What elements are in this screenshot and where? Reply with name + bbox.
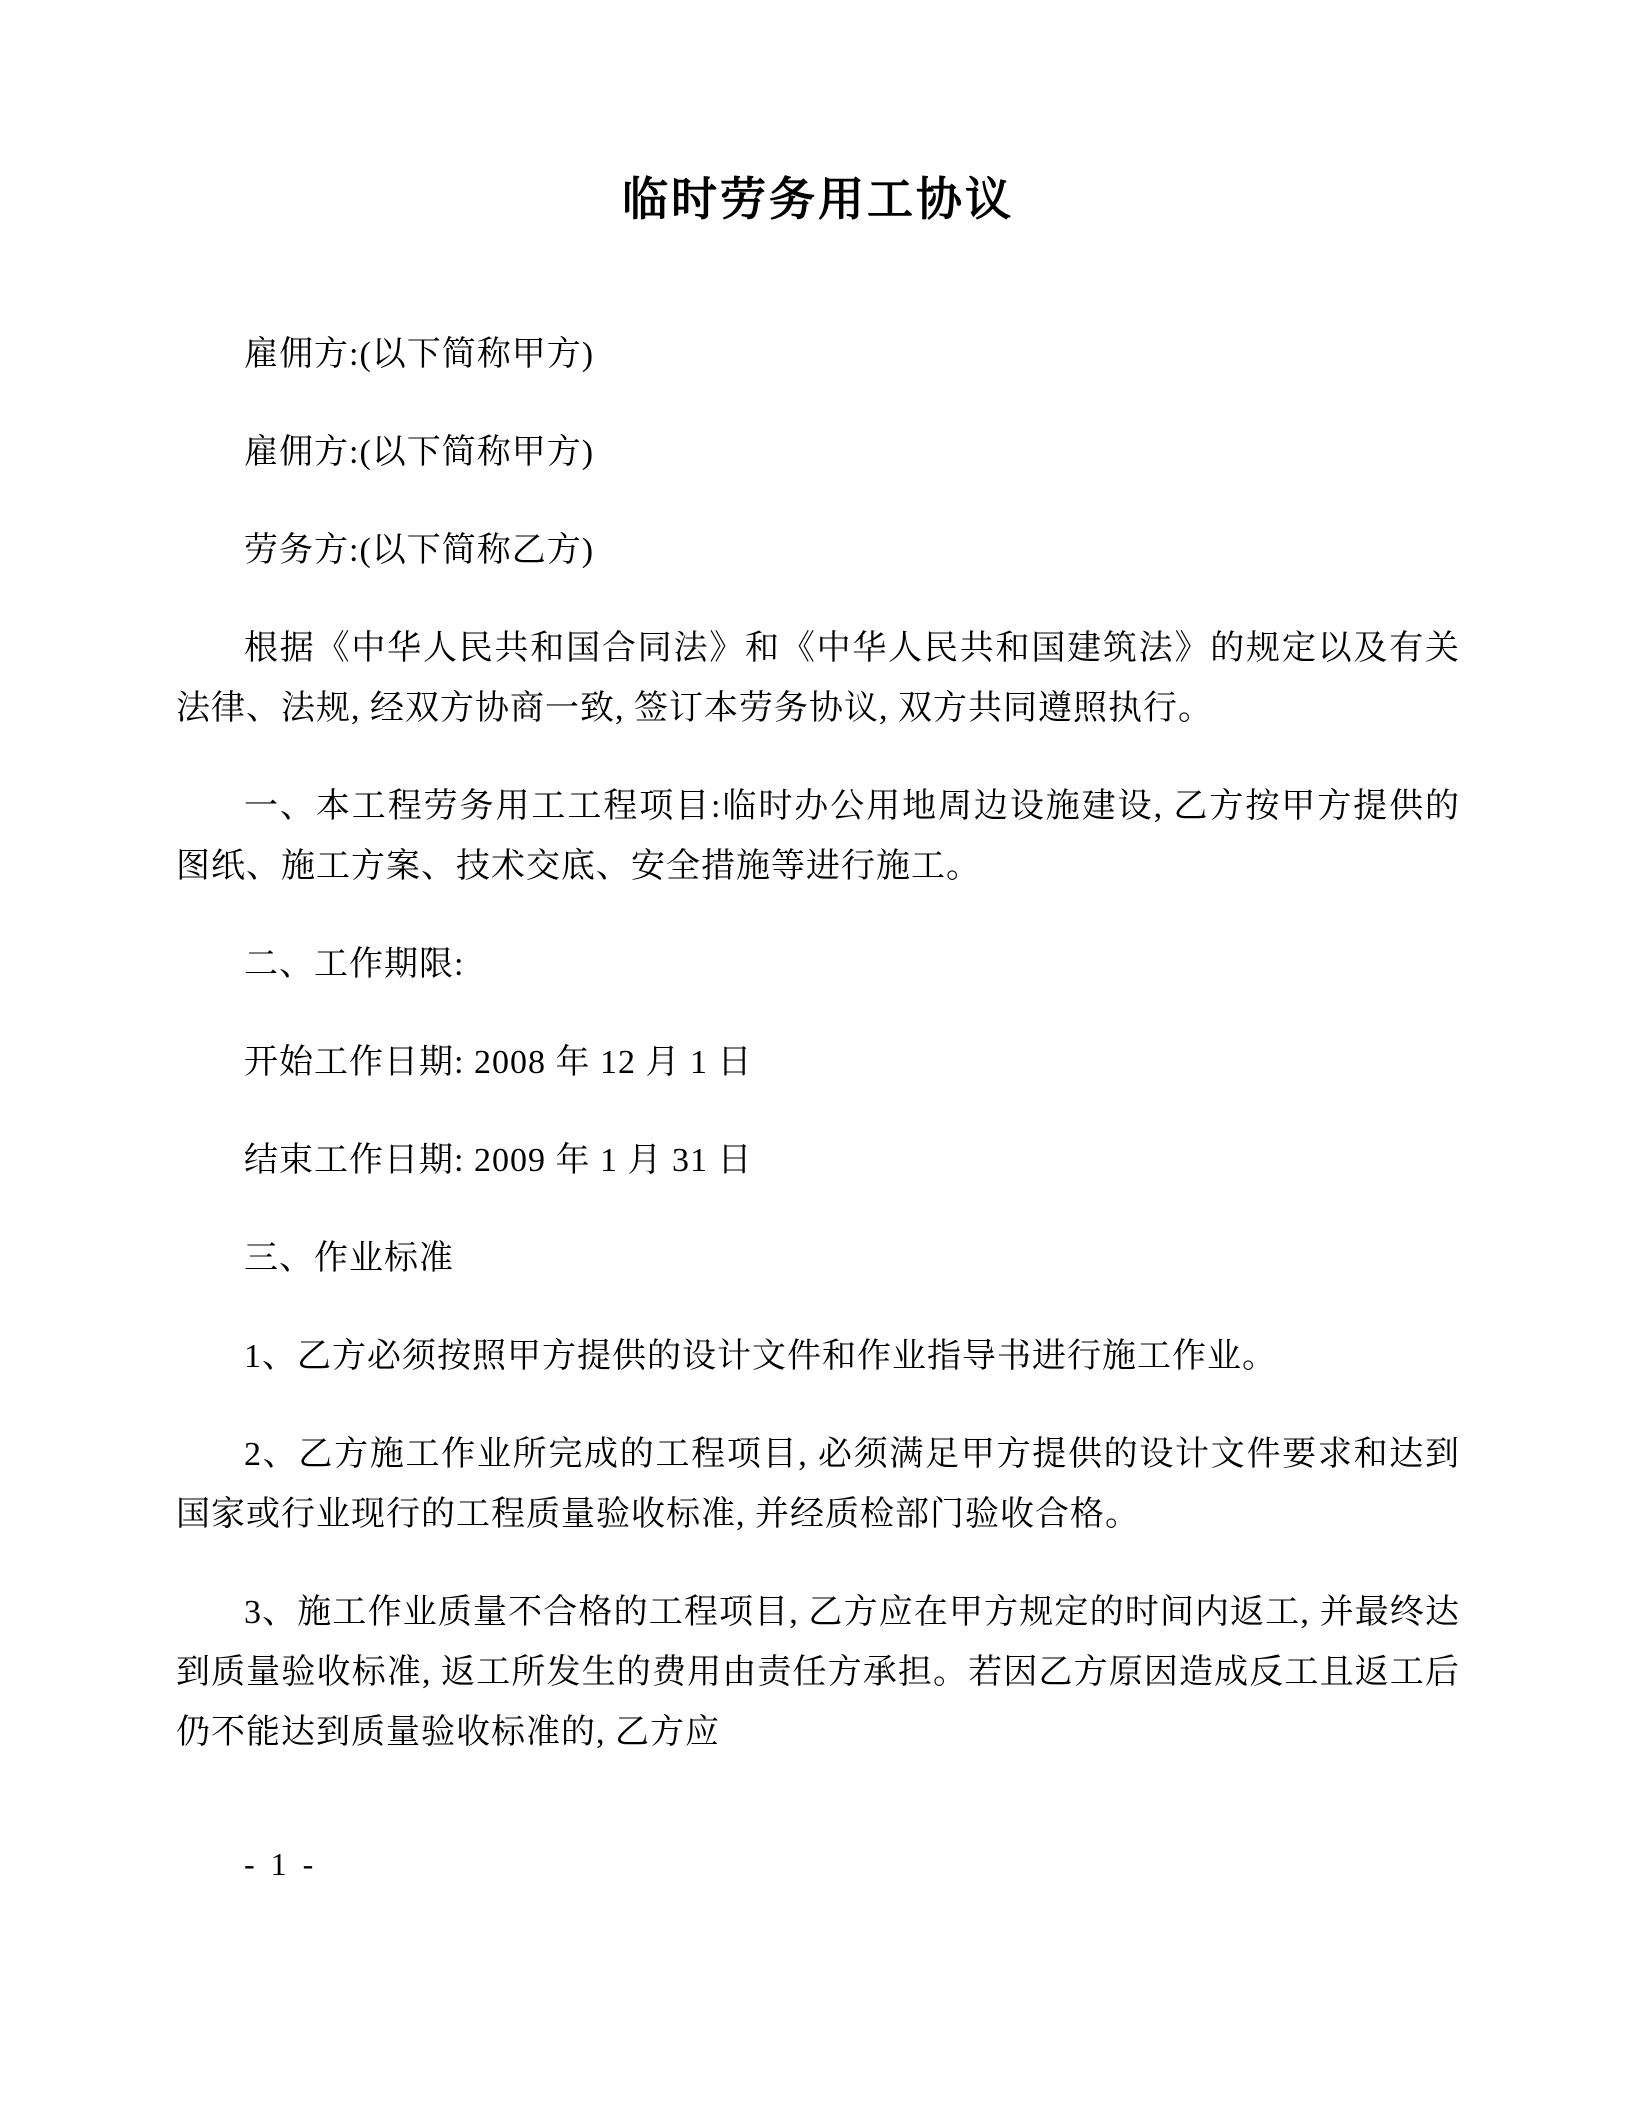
party-line-laborer: 劳务方:(以下简称乙方) (244, 532, 595, 569)
document-title: 临时劳务用工协议 (622, 174, 1014, 225)
end-date-line: 结束工作日期: 2009 年 1 月 31 日 (244, 1142, 753, 1179)
section-3-item-2: 2、乙方施工作业所完成的工程项目, 必须满足甲方提供的设计文件要求和达到国家或行业现行的工程质量验收标准, 并经质检部门验收合格。 (176, 1436, 1460, 1533)
party-line-employer-2: 雇佣方:(以下简称甲方) (244, 434, 595, 471)
section-1-project-paragraph: 一、本工程劳务用工工程项目:临时办公用地周边设施建设, 乙方按甲方提供的图纸、施工方案、技术交底、安全措施等进行施工。 (176, 788, 1460, 885)
section-2-heading: 二、工作期限: (244, 946, 465, 983)
start-date-line: 开始工作日期: 2008 年 12 月 1 日 (244, 1044, 753, 1081)
section-3-item-1: 1、乙方必须按照甲方提供的设计文件和作业指导书进行施工作业。 (244, 1338, 1277, 1375)
section-3-heading: 三、作业标准 (244, 1240, 454, 1277)
page-number: - 1 - (244, 1846, 318, 1882)
section-3-item-3: 3、施工作业质量不合格的工程项目, 乙方应在甲方规定的时间内返工, 并最终达到质量验收标准, 返工所发生的费用由责任方承担。若因乙方原因造成反工且返工后仍不能达到质量验收标准的, 乙方应 (176, 1594, 1460, 1751)
party-line-employer-1: 雇佣方:(以下简称甲方) (244, 336, 595, 373)
preamble-paragraph: 根据《中华人民共和国合同法》和《中华人民共和国建筑法》的规定以及有关法律、法规, 经双方协商一致, 签订本劳务协议, 双方共同遵照执行。 (176, 630, 1460, 727)
